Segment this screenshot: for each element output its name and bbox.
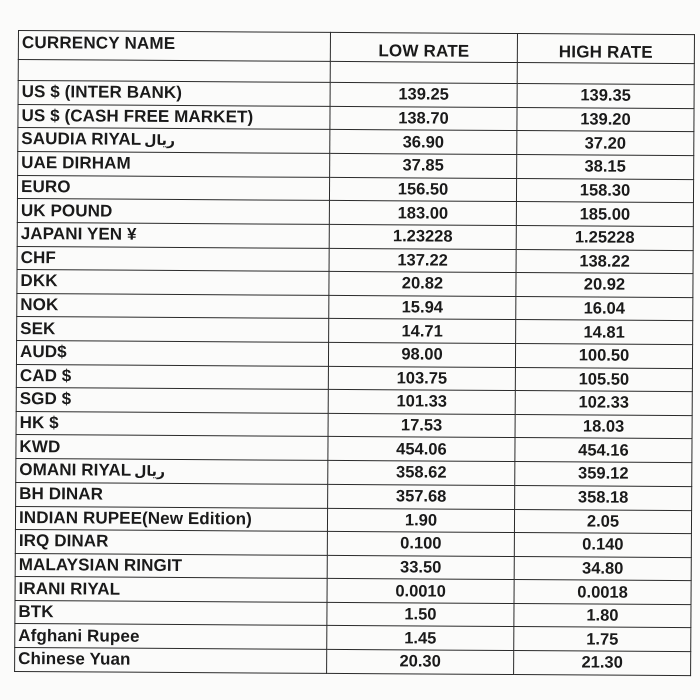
low-rate-cell: 37.85 bbox=[330, 154, 517, 179]
high-rate-cell: 18.03 bbox=[515, 414, 692, 439]
high-rate-cell: 102.33 bbox=[515, 391, 692, 416]
currency-name-cell bbox=[17, 270, 329, 295]
high-rate-cell: 139.20 bbox=[517, 107, 694, 132]
currency-name: KWD bbox=[19, 436, 61, 456]
high-rate-cell: 2.05 bbox=[514, 509, 691, 534]
currency-name-cell bbox=[15, 553, 327, 578]
currency-name-arabic: ريال bbox=[134, 463, 166, 480]
low-rate-cell: 138.70 bbox=[330, 106, 517, 131]
currency-name: SEK bbox=[20, 318, 56, 338]
currency-name: DKK bbox=[20, 271, 58, 291]
currency-name-cell bbox=[15, 624, 327, 649]
high-rate-cell: 16.04 bbox=[516, 296, 693, 321]
low-rate-cell: 139.25 bbox=[330, 82, 517, 107]
high-rate-cell: 1.75 bbox=[514, 627, 691, 652]
currency-name: SGD $ bbox=[19, 389, 72, 409]
currency-name: BTK bbox=[18, 602, 54, 622]
currency-rates-table bbox=[14, 30, 695, 676]
low-rate-cell: 14.71 bbox=[329, 319, 516, 344]
currency-name-cell bbox=[18, 128, 330, 154]
spacer-cell bbox=[330, 61, 517, 83]
currency-name-cell bbox=[18, 81, 330, 106]
currency-name: US $ (CASH FREE MARKET) bbox=[21, 105, 254, 127]
currency-name-cell bbox=[16, 411, 328, 436]
high-rate-cell: 105.50 bbox=[515, 367, 692, 392]
currency-name-cell bbox=[15, 600, 327, 625]
low-rate-cell: 20.30 bbox=[327, 649, 514, 674]
currency-name: IRANI RIYAL bbox=[18, 578, 121, 599]
low-rate-cell: 1.45 bbox=[327, 626, 514, 651]
high-rate-cell: 139.35 bbox=[517, 84, 694, 109]
currency-name-header: CURRENCY NAME bbox=[18, 31, 330, 62]
spacer-cell bbox=[18, 60, 330, 83]
currency-name: BH DINAR bbox=[19, 484, 104, 504]
currency-name-cell bbox=[16, 458, 328, 484]
high-rate-cell: 37.20 bbox=[517, 131, 694, 156]
currency-name: Afghani Rupee bbox=[18, 625, 140, 646]
currency-name-cell bbox=[17, 175, 329, 200]
high-rate-cell: 0.140 bbox=[514, 533, 691, 558]
high-rate-cell: 34.80 bbox=[514, 556, 691, 581]
header-row bbox=[18, 31, 694, 64]
currency-name: US $ (INTER BANK) bbox=[21, 82, 183, 103]
table-header bbox=[18, 31, 694, 85]
currency-name: Chinese Yuan bbox=[18, 649, 131, 670]
currency-name-cell bbox=[17, 246, 329, 271]
currency-name-cell bbox=[17, 317, 329, 342]
low-rate-cell: 103.75 bbox=[328, 366, 515, 391]
currency-name-cell bbox=[16, 340, 328, 365]
currency-name-cell bbox=[15, 648, 327, 673]
low-rate-cell: 101.33 bbox=[328, 390, 515, 415]
low-rate-cell: 137.22 bbox=[329, 248, 516, 273]
high-rate-cell: 1.80 bbox=[514, 603, 691, 628]
low-rate-cell: 1.23228 bbox=[329, 224, 516, 249]
low-rate-cell: 183.00 bbox=[329, 201, 516, 226]
currency-name-cell bbox=[17, 293, 329, 318]
high-rate-header: HIGH RATE bbox=[517, 34, 694, 64]
currency-name: UK POUND bbox=[20, 200, 113, 221]
currency-name-cell bbox=[18, 104, 330, 129]
low-rate-cell: 1.90 bbox=[327, 508, 514, 533]
currency-name: JAPANI YEN ¥ bbox=[20, 224, 137, 244]
currency-name-cell bbox=[16, 364, 328, 389]
currency-name: CHF bbox=[20, 247, 56, 268]
table-row bbox=[15, 648, 691, 676]
low-rate-cell: 20.82 bbox=[329, 272, 516, 297]
high-rate-cell: 21.30 bbox=[514, 651, 691, 676]
low-rate-cell: 15.94 bbox=[329, 295, 516, 320]
table-body bbox=[15, 81, 695, 676]
currency-name-cell bbox=[15, 506, 327, 531]
currency-name: INDIAN RUPEE(New Edition) bbox=[18, 507, 253, 529]
high-rate-cell: 454.16 bbox=[515, 438, 692, 463]
currency-name: CAD $ bbox=[19, 365, 72, 386]
low-rate-cell: 33.50 bbox=[327, 555, 514, 580]
currency-name-cell bbox=[17, 222, 329, 247]
low-rate-cell: 358.62 bbox=[328, 460, 515, 485]
low-rate-cell: 156.50 bbox=[329, 177, 516, 202]
high-rate-cell: 100.50 bbox=[515, 343, 692, 368]
high-rate-cell: 185.00 bbox=[516, 202, 693, 227]
currency-name: AUD$ bbox=[19, 342, 67, 362]
low-rate-cell: 98.00 bbox=[328, 342, 515, 367]
currency-name-cell bbox=[18, 152, 330, 177]
currency-name: NOK bbox=[20, 295, 59, 315]
currency-name-cell bbox=[15, 577, 327, 602]
low-rate-header: LOW RATE bbox=[330, 32, 517, 62]
currency-name: UAE DIRHAM bbox=[21, 153, 131, 174]
low-rate-cell: 1.50 bbox=[327, 602, 514, 627]
currency-name: HK $ bbox=[19, 413, 59, 433]
spacer-cell bbox=[517, 63, 694, 85]
low-rate-cell: 36.90 bbox=[330, 130, 517, 155]
high-rate-cell: 358.18 bbox=[515, 485, 692, 510]
low-rate-cell: 357.68 bbox=[328, 484, 515, 509]
currency-name-cell bbox=[17, 199, 329, 224]
table-row bbox=[16, 458, 692, 486]
low-rate-cell: 17.53 bbox=[328, 413, 515, 438]
currency-name-cell bbox=[16, 388, 328, 413]
high-rate-cell: 38.15 bbox=[517, 155, 694, 180]
high-rate-cell: 0.0018 bbox=[514, 580, 691, 605]
currency-name: EURO bbox=[20, 177, 71, 197]
low-rate-cell: 0.0010 bbox=[327, 579, 514, 604]
currency-name-cell bbox=[16, 482, 328, 507]
currency-name: MALAYSIAN RINGIT bbox=[18, 554, 183, 575]
high-rate-cell: 158.30 bbox=[516, 178, 693, 203]
low-rate-cell: 454.06 bbox=[328, 437, 515, 462]
high-rate-cell: 20.92 bbox=[516, 273, 693, 298]
currency-name: OMANI RIYAL bbox=[19, 459, 132, 480]
high-rate-cell: 359.12 bbox=[515, 461, 692, 486]
high-rate-cell: 138.22 bbox=[516, 249, 693, 274]
currency-name: SAUDIA RIYAL bbox=[21, 129, 142, 149]
table-row bbox=[18, 128, 694, 156]
high-rate-cell: 14.81 bbox=[516, 320, 693, 345]
currency-name-arabic: ريال bbox=[144, 132, 176, 150]
currency-name-cell bbox=[15, 530, 327, 555]
currency-name-cell bbox=[16, 435, 328, 460]
currency-name: IRQ DINAR bbox=[18, 531, 109, 551]
high-rate-cell: 1.25228 bbox=[516, 226, 693, 251]
low-rate-cell: 0.100 bbox=[327, 531, 514, 556]
